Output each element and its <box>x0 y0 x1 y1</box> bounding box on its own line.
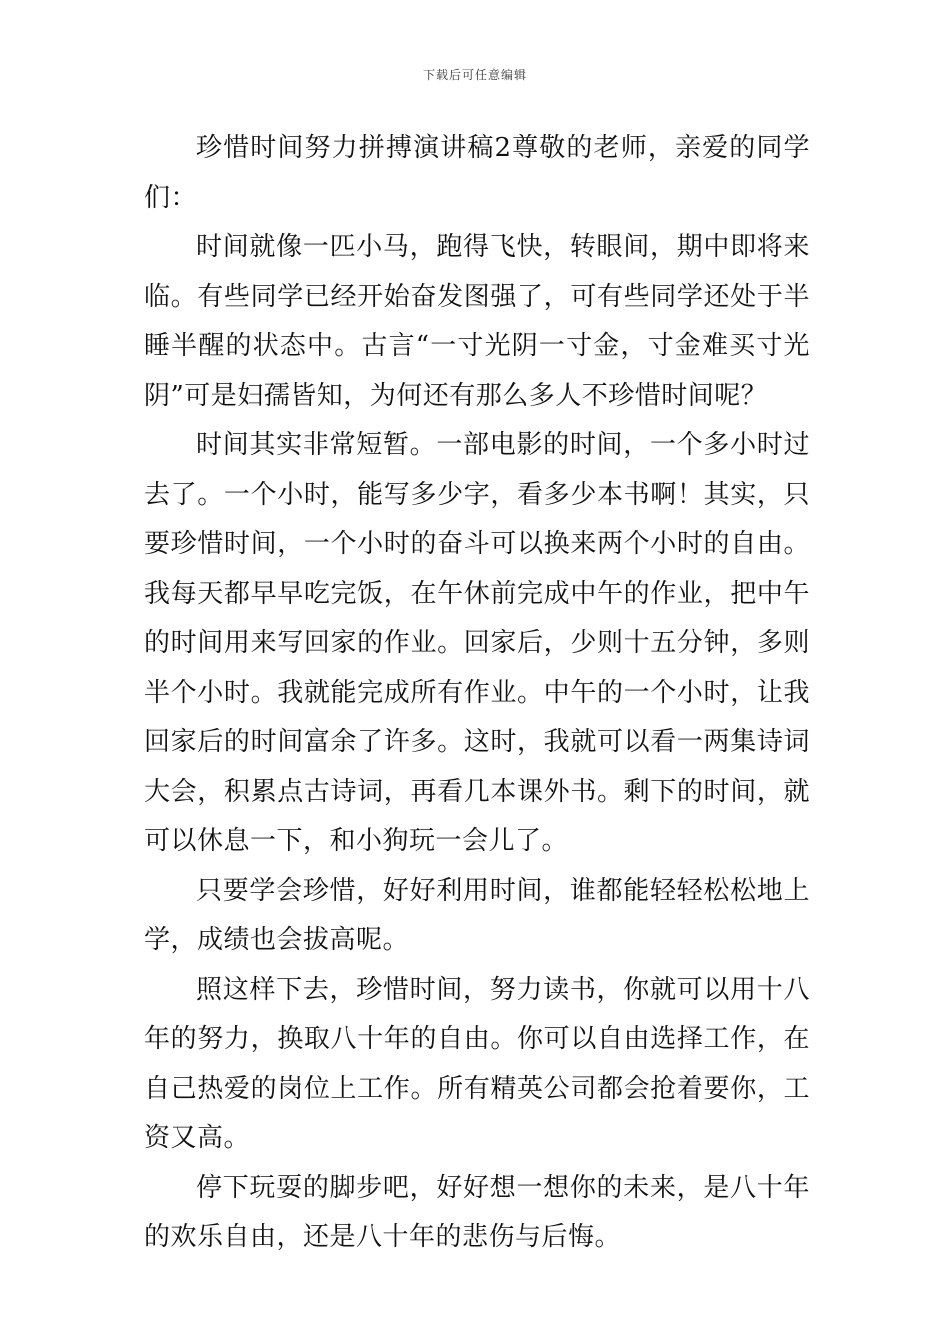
document-body <box>144 124 810 1263</box>
paragraph-closing: 停下玩耍的脚步吧，好好想一想你的未来，是八十年的欢乐自由，还是八十年的悲伤与后悔。 <box>144 1172 810 1252</box>
paragraph-time-is-short: 时间其实非常短暂。一部电影的时间，一个多小时过去了。一个小时，能写多少字，看多少本书啊！其实，只要珍惜时间，一个小时的奋斗可以换来两个小时的自由。我每天都早早吃完饭，在午休前完成中午的作业，把中午的时间用来写回家的作业。回家后，少则十五分钟，多则半个小时。我就能完成所有作业。中午的一个小时，让我回家后的时间富余了许多。这时，我就可以看一两集诗词大会，积累点古诗词，再看几本课外书。剩下的时间，就可以休息一下，和小狗玩一会儿了。 <box>144 430 810 856</box>
paragraph-time-like-horse: 时间就像一匹小马，跑得飞快，转眼间，期中即将来临。有些同学已经开始奋发图强了，可有些同学还处于半睡半醒的状态中。古言“一寸光阴一寸金，寸金难买寸光阴”可是妇孺皆知，为何还有那么多人不珍惜时间呢？ <box>144 232 810 411</box>
paragraph-learn-to-cherish: 只要学会珍惜，好好利用时间，谁都能轻轻松松地上学，成绩也会拔高呢。 <box>144 875 810 955</box>
paragraph-title-greeting: 珍惜时间努力拼搏演讲稿2尊敬的老师，亲爱的同学们： <box>144 133 810 213</box>
paragraph-future-freedom: 照这样下去，珍惜时间，努力读书，你就可以用十八年的努力，换取八十年的自由。你可以自由选择工作，在自己热爱的岗位上工作。所有精英公司都会抢着要你，工资又高。 <box>144 974 810 1153</box>
header-note: 下载后可任意编辑 <box>422 68 527 82</box>
